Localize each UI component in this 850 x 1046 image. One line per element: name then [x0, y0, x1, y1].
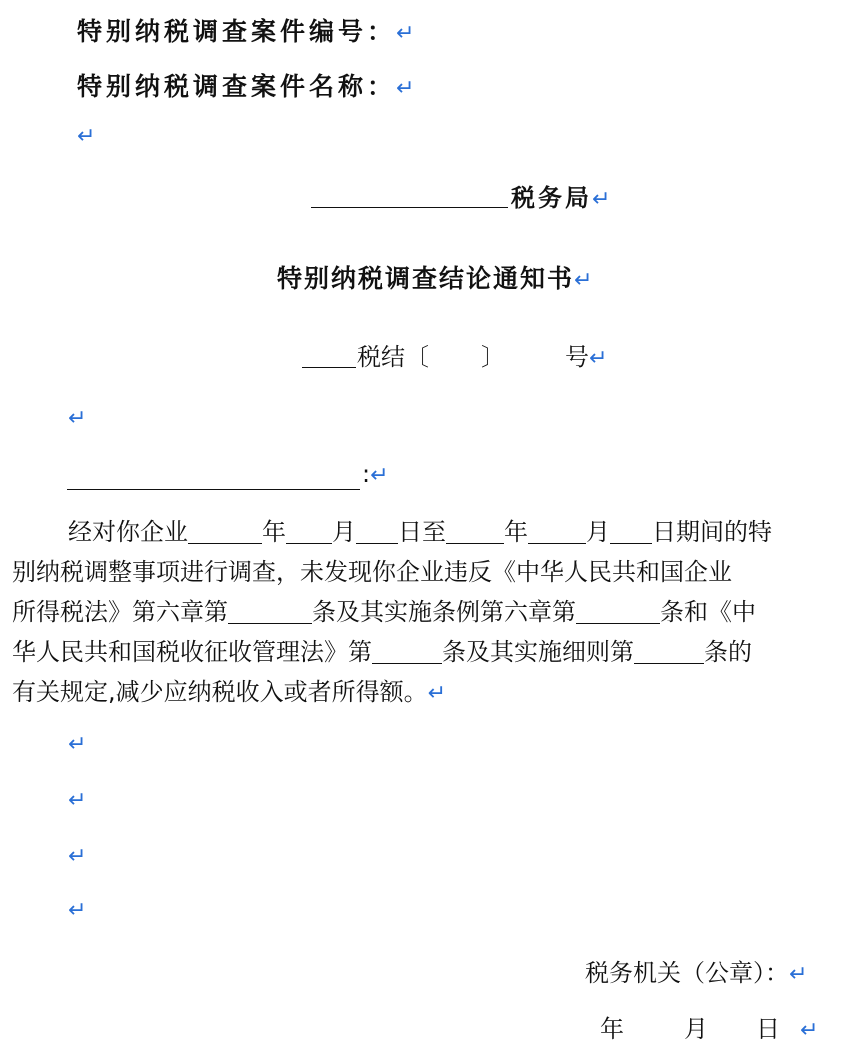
start-year-blank — [188, 519, 262, 544]
return-mark-icon: ↵ — [592, 187, 611, 212]
case-name-label: 特别纳税调查案件名称：↵ — [77, 72, 415, 101]
body-line-1: 经对你企业 年 月 日至 年 月 日期间的特 — [68, 518, 772, 546]
return-mark-icon: ↵ — [800, 1018, 819, 1043]
case-number-label: 特别纳税调查案件编号：↵ — [77, 17, 415, 46]
return-mark-icon: ↵ — [574, 268, 593, 293]
return-mark-icon: ↵ — [589, 346, 608, 371]
law-article-blank-3 — [372, 639, 442, 664]
doc-number-year-blank — [302, 367, 356, 368]
return-mark-icon: ↵ — [396, 21, 415, 46]
recipient-colon: :↵ — [362, 460, 389, 488]
bureau-suffix: 税务局↵ — [511, 184, 611, 212]
body-line-4: 华人民共和国税收征收管理法》第 条及其实施细则第 条的 — [12, 638, 752, 666]
signature-date: 年 月 日 ↵ — [600, 1015, 819, 1043]
authority-seal-label: 税务机关（公章）：↵ — [585, 959, 808, 987]
return-mark-icon: ↵ — [68, 788, 87, 813]
body-line-5: 有关规定,减少应纳税收入或者所得额。↵ — [12, 678, 447, 706]
body-line-3: 所得税法》第六章第 条及其实施条例第六章第 条和《中 — [12, 598, 756, 626]
notice-title: 特别纳税调查结论通知书↵ — [277, 264, 593, 293]
return-mark-icon: ↵ — [370, 463, 389, 488]
return-mark-icon: ↵ — [427, 681, 447, 706]
start-day-blank — [356, 519, 398, 544]
end-month-blank — [528, 519, 586, 544]
bureau-name-blank — [311, 207, 508, 208]
law-article-blank-4 — [634, 639, 704, 664]
end-year-blank — [446, 519, 504, 544]
return-mark-icon: ↵ — [68, 732, 87, 757]
doc-number: 税结〔 〕 号↵ — [357, 343, 608, 371]
return-mark-icon: ↵ — [68, 844, 87, 869]
return-mark-icon: ↵ — [396, 76, 415, 101]
return-mark-icon: ↵ — [789, 962, 808, 987]
law-article-blank-2 — [576, 599, 660, 624]
start-month-blank — [286, 519, 332, 544]
body-line-2: 别纳税调整事项进行调查，未发现你企业违反《中华人民共和国企业 — [12, 558, 732, 586]
recipient-blank — [67, 489, 360, 490]
return-mark-icon: ↵ — [68, 406, 87, 431]
end-day-blank — [610, 519, 652, 544]
return-mark-icon: ↵ — [68, 898, 87, 923]
return-mark-icon: ↵ — [77, 124, 96, 149]
law-article-blank-1 — [228, 599, 312, 624]
